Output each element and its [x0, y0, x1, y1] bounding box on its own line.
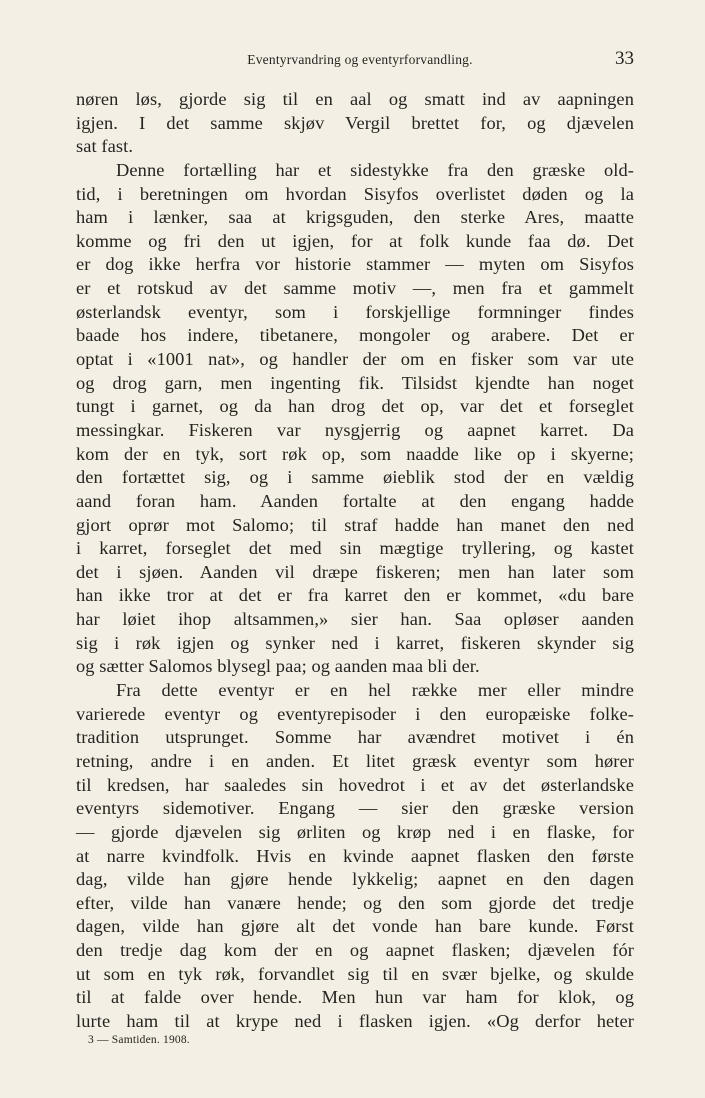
text-line: optat i «1001 nat», og handler der om en fisker som var ute: [76, 349, 634, 370]
text-line: efter, vilde han vanære hende; og den som gjorde det tredje: [76, 892, 634, 913]
body-text: [76, 88, 634, 1034]
page-number: 33: [615, 48, 634, 69]
text-line: Fra dette eventyr er en hel række mer eller mindre: [116, 680, 634, 701]
text-line: og sætter Salomos blysegl paa; og aanden maa bli der.: [76, 656, 480, 677]
text-line: dag, vilde han gjøre hende lykkelig; aapnet en den dagen: [76, 869, 634, 890]
text-line: ham i lænker, saa at krigsguden, den sterke Ares, maatte: [76, 207, 634, 228]
running-head: [76, 50, 634, 74]
text-line: eventyrs sidemotiver. Engang — sier den græske version: [76, 798, 634, 819]
text-line: til kredsen, har saaledes sin hovedrot i et av det østerlandske: [76, 774, 634, 795]
text-line: til at falde over hende. Men hun var ham for klok, og: [76, 987, 634, 1008]
text-line: har løiet ihop altsammen,» sier han. Saa opløser aanden: [76, 609, 634, 630]
text-line: østerlandsk eventyr, som i forskjellige formninger findes: [76, 301, 634, 322]
text-line: er et rotskud av det samme motiv —, men fra et gammelt: [76, 278, 634, 299]
text-line: sat fast.: [76, 136, 134, 157]
text-line: nøren løs, gjorde sig til en aal og smatt ind av aapningen: [76, 89, 634, 109]
text-line: retning, andre i en anden. Et litet græsk eventyr som hører: [76, 750, 634, 771]
text-line: at narre kvindfolk. Hvis en kvinde aapnet flasken den første: [76, 845, 634, 866]
text-line: lurte ham til at krype ned i flasken igjen. «Og derfor heter: [76, 1010, 634, 1031]
text-line: baade hos indere, tibetanere, mongoler og arabere. Det er: [76, 325, 634, 346]
text-line: Denne fortælling har et sidestykke fra den græske old-: [116, 159, 634, 180]
text-line: — gjorde djævelen sig ørliten og krøp ned i en flaske, for: [76, 821, 634, 842]
text-line: den tredje dag kom der en og aapnet flasken; djævelen fór: [76, 940, 634, 961]
text-line: igjen. I det samme skjøv Vergil brettet for, og djævelen: [76, 112, 634, 133]
text-line: i karret, forseglet det med sin mægtige tryllering, og kastet: [76, 538, 634, 559]
text-line: sig i røk igjen og synker ned i karret, fiskeren skynder sig: [76, 632, 634, 653]
text-line: komme og fri den ut igjen, for at folk kunde faa dø. Det: [76, 230, 634, 251]
text-line: han ikke tror at det er fra karret den er kommet, «du bare: [76, 585, 634, 606]
text-line: tungt i garnet, og da han drog det op, var det et forseglet: [76, 396, 634, 417]
text-line: og drog garn, men ingenting fik. Tilsidst kjendte han noget: [76, 372, 634, 393]
text-line: gjort oprør mot Salomo; til straf hadde han manet den ned: [76, 514, 634, 535]
printer-signature: 3 — Samtiden. 1908.: [88, 1034, 190, 1046]
running-title: Eventyrvandring og eventyrforvandling.: [247, 52, 473, 67]
text-line: tradition utsprunget. Somme har avændret motivet i én: [76, 727, 634, 748]
text-line: ut som en tyk røk, forvandlet sig til en svær bjelke, og skulde: [76, 963, 634, 984]
text-line: den fortættet sig, og i samme øieblik stod der en vældig: [76, 467, 634, 488]
text-line: dagen, vilde han gjøre alt det vonde han bare kunde. Først: [76, 916, 634, 937]
text-line: messingkar. Fiskeren var nysgjerrig og aapnet karret. Da: [76, 419, 634, 440]
text-line: kom der en tyk, sort røk op, som naadde like op i skyerne;: [76, 443, 634, 464]
text-line: det i sjøen. Aanden vil dræpe fiskeren; men han later som: [76, 561, 634, 582]
text-line: aand foran ham. Aanden fortalte at den engang hadde: [76, 490, 634, 511]
text-line: er dog ikke herfra vor historie stammer — myten om Sisyfos: [76, 254, 634, 275]
text-line: tid, i beretningen om hvordan Sisyfos overlistet døden og la: [76, 183, 634, 204]
text-line: varierede eventyr og eventyrepisoder i den europæiske folke-: [76, 703, 634, 724]
